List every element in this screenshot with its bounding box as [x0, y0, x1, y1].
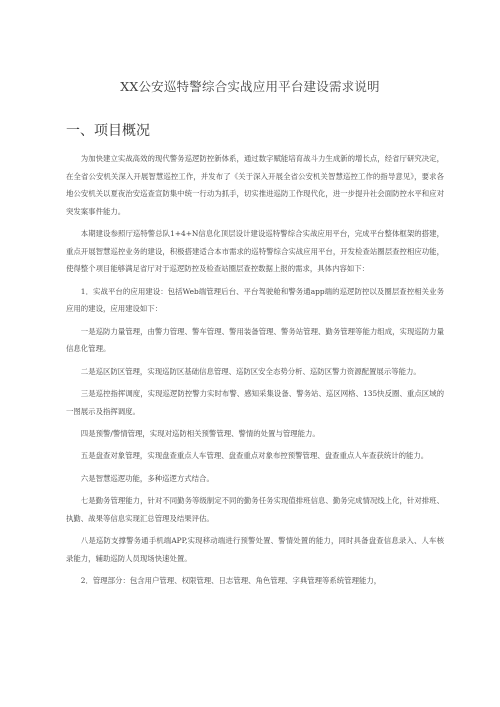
paragraph: 二是巡区防区管理，实现巡防区基础信息管理、巡防区安全态势分析、巡防区警力资源配置展示等能力。: [80, 366, 421, 376]
paragraph: 七是勤务管理能力，针对不同勤务等级制定不同的勤务任务实现值排班信息、勤务完成情况线上化，针对排班、执勤、战果等信息实现汇总管理及结果评估。: [66, 496, 444, 523]
paragraph: 为加快建立实战高效的现代警务巡逻防控新体系，通过数字赋能培育战斗力生成新的增长点，经省厅研究决定，在全省公安机关深入开展智慧巡控工作，并发布了《关于深入开展全省公安机关智慧巡控工作的指导意见》，要求各地公安机关以夏夜治安巡查宣防集中统一行动为抓手，切实推进巡防工作现代化，进一步提升社会面防控水平和应对突发案事件能力。: [66, 154, 444, 216]
paragraph: 2．管理部分：包含用户管理、权限管理、日志管理、角色管理、字典管理等系统管理能力，: [80, 576, 382, 586]
paragraph: 四是预警/警情管理，实现对巡防相关预警管理、警情的处置与管理能力。: [80, 429, 320, 439]
document-title: XX公安巡特警综合实战应用平台建设需求说明: [120, 79, 380, 94]
paragraph: 三是巡控指挥调度，实现巡逻防控警力实时布警、感知采集设备、警务站、巡区网格、135快反圈、重点区域的一图展示及指挥调度。: [66, 389, 444, 416]
paragraph: 1．实战平台的应用建设：包括Web端管理后台、平台驾驶舱和警务通app端的巡逻防控以及圈层查控相关业务应用的建设，应用建设如下：: [66, 286, 444, 314]
paragraph: 本期建设参照厅巡特警总队1+4+N信息化顶层设计建设巡特警综合实战应用平台，完成平台整体框架的搭建，重点开展智慧巡控业务的建设，积极搭建适合本市需求的巡特警综合实战应用平台，开发检查站圈层查控相应功能，使得整个项目能够满足省厅对于巡逻防控及检查站圈层查控数据上报的需求，具体内容如下：: [66, 229, 444, 274]
document-body: [66, 150, 444, 595]
section-heading: 一、项目概况: [66, 123, 150, 139]
paragraph: 五是盘查对象管理，实现盘查重点人车管理、盘查重点对象布控预警管理、盘查重点人车查获统计的能力。: [80, 451, 429, 461]
paragraph: 一是巡防力量管理，由警力管理、警车管理、警用装备管理、警务站管理、勤务管理等能力组成，实现巡防力量信息化管理。: [66, 326, 444, 354]
paragraph: 八是巡防支撑警务通手机端APP,实现移动端进行预警处置、警情处置的能力，同时具备盘查信息录入、人车核录能力，辅助巡防人员现场快速处置。: [66, 536, 444, 563]
paragraph: 六是智慧巡逻功能，多种巡逻方式结合。: [80, 473, 214, 483]
